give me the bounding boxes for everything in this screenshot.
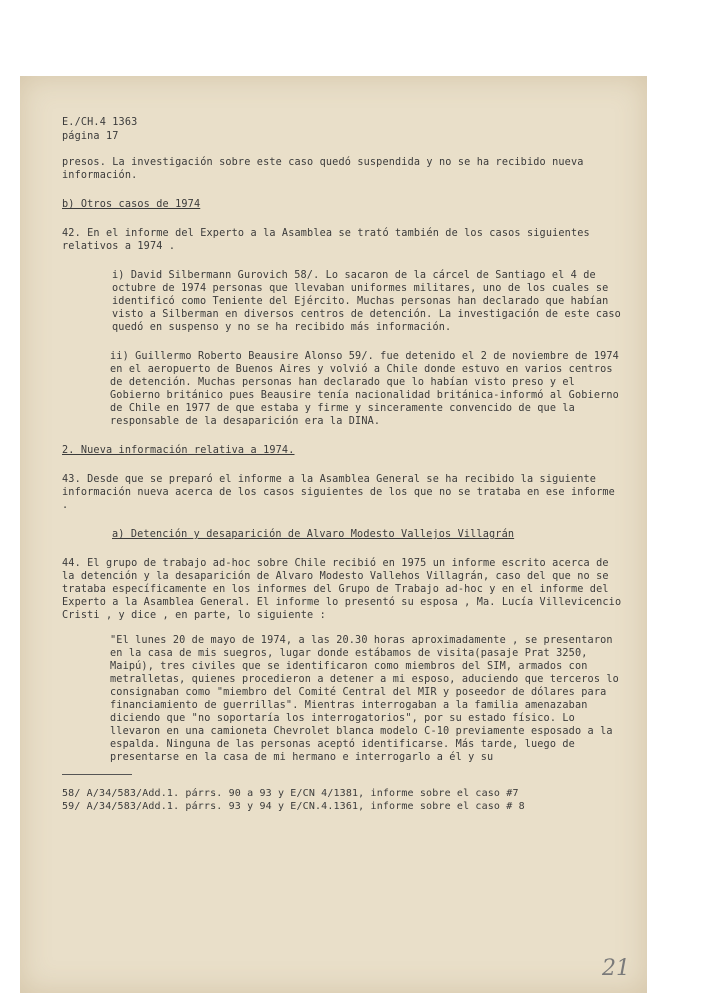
footnote-divider xyxy=(62,774,132,775)
footnote-59: 59/ A/34/583/Add.1. párrs. 93 y 94 y E/CN.4.1361, informe sobre el caso # 8 xyxy=(62,801,525,812)
section-heading-2: 2. Nueva información relativa a 1974. xyxy=(62,445,295,456)
paragraph-43: 43. Desde que se preparó el informe a la Asamblea General se ha recibido la siguiente información nueva acerca de los casos siguientes de los que no se trataba en ese informe . xyxy=(62,474,615,511)
paragraph-continuation: presos. La investigación sobre este caso quedó suspendida y no se ha recibido nueva información. xyxy=(62,157,584,181)
section-heading-b: b) Otros casos de 1974 xyxy=(62,199,201,210)
handwritten-page-mark: 21 xyxy=(602,956,630,981)
case-silbermann: i) David Silbermann Gurovich 58/. Lo sacaron de la cárcel de Santiago el 4 de octubre de 1974 personas que llevaban uniformes militares, uno de los cuales se identificó como Teniente del Ejército. Muchas personas han declarado que habían visto a Silberman en diversos centros de detención. La investigación de este caso quedó en suspenso y no se ha recibido más información. xyxy=(112,270,621,333)
paragraph-44: 44. El grupo de trabajo ad-hoc sobre Chile recibió en 1975 un informe escrito acerca de la detención y la desaparición de Alvaro Modesto Vallehos Villagrán, caso del que no se trataba específicamente en los informes del Grupo de Trabajo ad-hoc y en el informe del Experto a la Asamblea General. El informe lo presentó su esposa , Ma. Lucía Villevicencio Cristi , y dice , en parte, lo siguiente : xyxy=(62,558,622,621)
testimony-quote: "El lunes 20 de mayo de 1974, a las 20.30 horas aproximadamente , se presentaron en la casa de mis suegros, lugar donde estábamos de visita(pasaje Prat 3250, Maipú), tres civiles que se identificaron como miembros del SIM, armados con metralletas, quienes procedieron a detener a mi esposo, aduciendo que terceros lo consignaban como "miembro del Comité Central del MIR y poseedor de dólares para financiamiento de guerrillas". Mientras interrogaban a la familia amenazaban diciendo que "no soportaría los interrogatorios", por su estado físico. Lo llevaron en una camioneta Chevrolet blanca modelo C-10 previamente esposado a la espalda. Ninguna de las personas aceptó identificarse. Más tarde, luego de presentarse en la casa de mi hermano e interrogarlo a él y su xyxy=(110,635,619,763)
document-body xyxy=(62,116,622,813)
document-page xyxy=(20,76,647,993)
section-heading-a: a) Detención y desaparición de Alvaro Modesto Vallejos Villagrán xyxy=(112,529,515,540)
page-number: página 17 xyxy=(62,131,119,142)
paragraph-42: 42. En el informe del Experto a la Asamblea se trató también de los casos siguientes relativos a 1974 . xyxy=(62,228,590,252)
case-beausire: ii) Guillermo Roberto Beausire Alonso 59/. fue detenido el 2 de noviembre de 1974 en el aeropuerto de Buenos Aires y volvió a Chile donde estuvo en varios centros de detención. Muchas personas han declarado que lo habían visto preso y el Gobierno británico pues Beausire tenía nacionalidad británica-informó al Gobierno de Chile en 1977 de que estaba y firme y sinceramente convencido de que la responsable de la desaparición era la DINA. xyxy=(110,351,619,427)
footnote-58: 58/ A/34/583/Add.1. párrs. 90 a 93 y E/CN 4/1381, informe sobre el caso #7 xyxy=(62,788,519,799)
document-symbol: E./CH.4 1363 xyxy=(62,117,138,128)
